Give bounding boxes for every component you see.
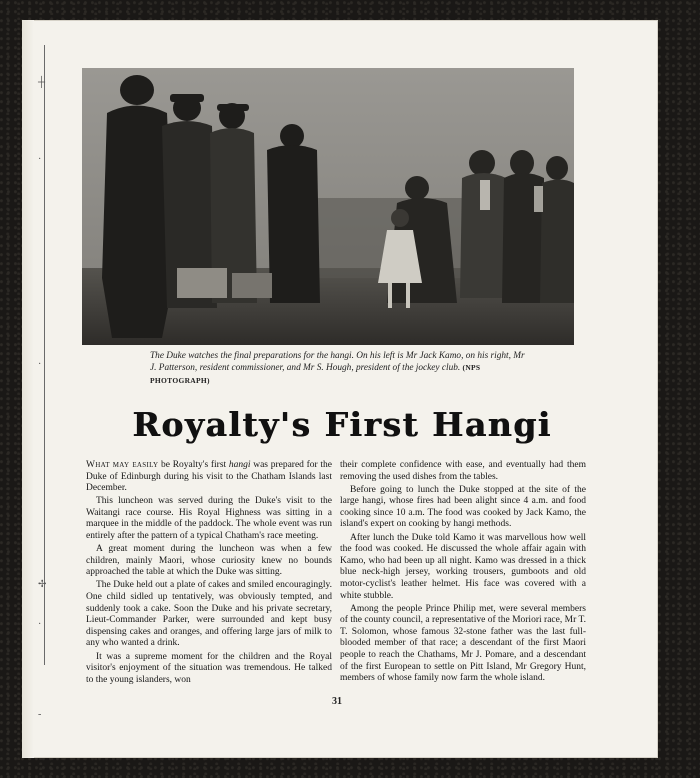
article-headline: Royalty's First Hangi (132, 405, 552, 444)
margin-tick: · (38, 619, 42, 630)
article-paragraph: Among the people Prince Philip met, were several members of the county council, a representative of the Moriori race, Mr T. T. Solomon, whose famous 32-stone father was the last full-blooded member of that race; a descendant of the first Maori people to reach the Chathams, Mr J. Pomare, and a descendant of the first European to settle on Pitt Island, Mr Gregory Hunt, members of whose family now farm the whole island. (340, 603, 586, 684)
article-column-left (86, 460, 332, 688)
margin-tick: · (38, 154, 42, 165)
article-paragraph: After lunch the Duke told Kamo it was marvellous how well the food was cooked. He discussed the whole affair again with Kamo, who had been up all night. Kamo was dressed in a thick blue neck-high jersey, working trousers, gumboots and old motor-cyclist's leather helmet. His face was covered with a white stubble. (340, 532, 586, 601)
article-paragraph: It was a supreme moment for the children and the Royal visitor's enjoyment of the situation was tremendous. He talked to the young islanders, won (86, 651, 332, 685)
caption-text: The Duke watches the final preparations for the hangi. On his left is Mr Jack Kamo, on his right, Mr J. Patterson, resident commissioner, and Mr S. Hough, president of the jockey club. (150, 351, 525, 374)
lead-paragraph: What may easily be Royalty's first hangi was prepared for the Duke of Edinburgh during his visit to the Chatham Islands last December. (86, 460, 332, 494)
margin-marks (36, 60, 56, 720)
article-paragraph: Before going to lunch the Duke stopped at the site of the large hangi, whose fires had been alight since 4 a.m. and food cooking since 10 a.m. The food was cooked by Jack Kamo, the island's expert on cooking by hangi methods. (340, 484, 586, 530)
margin-tick: - (38, 709, 42, 720)
photo-caption (150, 351, 530, 387)
lead-in: What may easily (86, 460, 159, 470)
margin-tick: ┼ (38, 77, 46, 88)
page-spine (22, 20, 34, 758)
photo-illustration (82, 68, 574, 345)
page-number: 31 (332, 696, 342, 707)
margin-tick: · (38, 359, 42, 370)
news-photograph (82, 68, 574, 345)
margin-tick: ✢ (38, 579, 47, 590)
article-paragraph: their complete confidence with ease, and eventually had them removing the used dishes from the tables. (340, 460, 586, 482)
article-column-right (340, 460, 586, 686)
article-paragraph: A great moment during the luncheon was when a few children, mainly Maori, whose curiosity knew no bounds approached the table at which the Duke was sitting. (86, 544, 332, 578)
article-paragraph: The Duke held out a plate of cakes and smiled encouragingly. One child sidled up tentatively, was obviously tempted, and suddenly took a cake. Soon the Duke and his private secretary, Lieut-Commander Parker, were surrounded and kept busy dispensing cakes and oranges, and offering large jars of milk to any who wanted a drink. (86, 580, 332, 649)
magazine-page (22, 20, 658, 758)
article-paragraph: This luncheon was served during the Duke's visit to the Waitangi race course. His Royal Highness was sitting in a marquee in the middle of the paddock. The whole event was run entirely after the pattern of a typical Chatham's race meeting. (86, 496, 332, 542)
photo-credit: (NPS PHOTOGRAPH) (150, 363, 481, 385)
